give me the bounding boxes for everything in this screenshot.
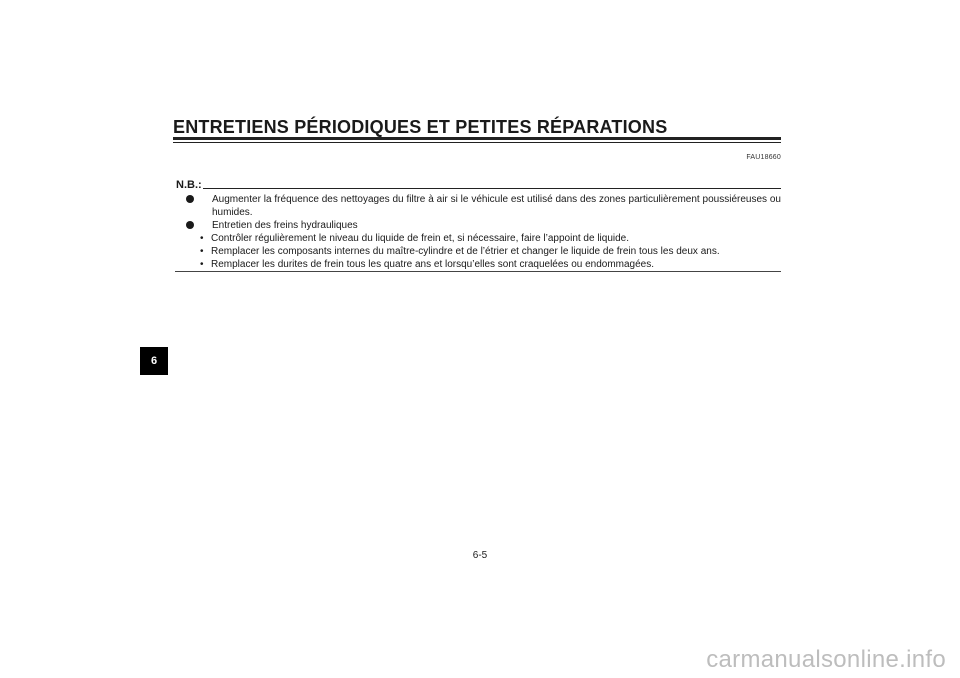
watermark: carmanualsonline.info xyxy=(706,646,946,673)
title-rule-thin xyxy=(173,142,781,143)
sub-bullet-icon: • xyxy=(200,259,204,270)
note-subitem xyxy=(183,258,781,271)
page-title: ENTRETIENS PÉRIODIQUES ET PETITES RÉPARATIONS xyxy=(173,117,668,137)
note-item xyxy=(183,219,781,232)
sub-bullet-icon: • xyxy=(200,246,204,257)
note-item-text: Entretien des freins hydrauliques xyxy=(212,220,358,231)
page-number: 6-5 xyxy=(472,550,488,561)
note-bottom-rule xyxy=(175,271,781,272)
note-label: N.B.: xyxy=(176,179,202,191)
note-subitem-text: Remplacer les durites de frein tous les quatre ans et lorsqu’elles sont craquelées ou endommagées. xyxy=(211,259,655,270)
note-subitem xyxy=(183,245,781,258)
chapter-tab: 6 xyxy=(140,347,168,375)
bullet-dot-icon xyxy=(186,195,194,203)
note-subitem xyxy=(183,232,781,245)
reference-code: FAU18660 xyxy=(746,154,781,161)
bullet-dot-icon xyxy=(186,221,194,229)
note-body xyxy=(183,193,781,271)
title-rule-thick xyxy=(173,137,781,140)
note-item xyxy=(183,193,781,219)
sub-bullet-icon: • xyxy=(200,233,204,244)
note-rule xyxy=(203,188,781,189)
note-item-text: Augmenter la fréquence des nettoyages du filtre à air si le véhicule est utilisé dans des zones particulièrement poussiéreuses ou humides. xyxy=(212,194,781,218)
note-subitem-text: Contrôler régulièrement le niveau du liquide de frein et, si nécessaire, faire l’appoint de liquide. xyxy=(211,233,630,244)
note-subitem-text: Remplacer les composants internes du maître-cylindre et de l’étrier et changer le liquide de frein tous les deux ans. xyxy=(211,246,720,257)
